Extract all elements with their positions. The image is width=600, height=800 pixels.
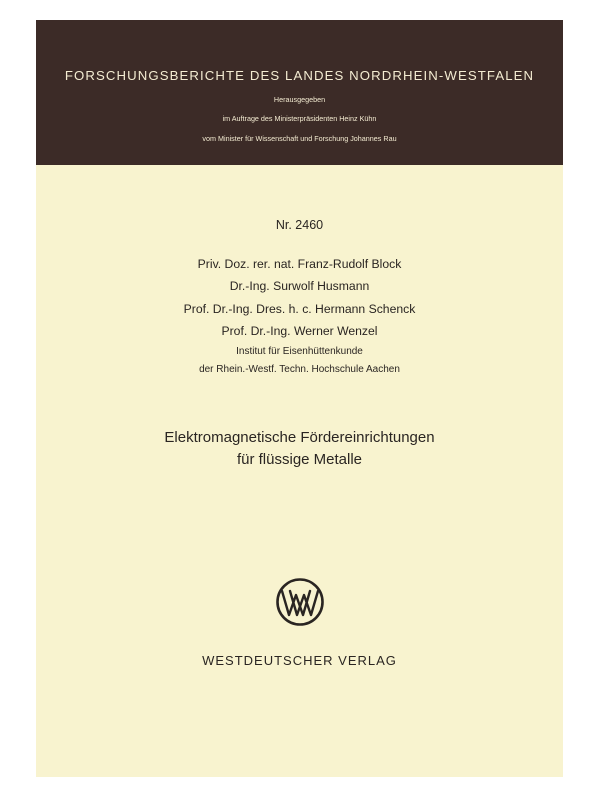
author-3: Prof. Dr.-Ing. Dres. h. c. Hermann Schenck <box>183 302 416 316</box>
author-4: Prof. Dr.-Ing. Werner Wenzel <box>221 324 378 338</box>
header-band <box>36 20 563 165</box>
institute-line-2: der Rhein.-Westf. Techn. Hochschule Aachen <box>199 364 400 375</box>
author-1: Priv. Doz. rer. nat. Franz-Rudolf Block <box>197 257 402 271</box>
book-title-line-2: für flüssige Metalle <box>236 451 363 468</box>
book-cover <box>36 20 563 777</box>
publisher-name: WESTDEUTSCHER VERLAG <box>202 653 397 668</box>
author-2: Dr.-Ing. Surwolf Husmann <box>229 279 370 293</box>
report-number: Nr. 2460 <box>275 218 324 232</box>
institute-line-1: Institut für Eisenhüttenkunde <box>236 346 363 357</box>
book-title-line-1: Elektromagnetische Fördereinrichtungen <box>164 429 435 446</box>
publisher-logo-icon <box>275 577 325 627</box>
series-title: FORSCHUNGSBERICHTE DES LANDES NORDRHEIN-WESTFALEN <box>64 68 535 83</box>
editor-line-1: Herausgegeben <box>273 95 326 104</box>
editor-line-2: im Auftrage des Ministerpräsidenten Heinz Kühn <box>222 114 377 123</box>
editor-line-3: vom Minister für Wissenschaft und Forschung Johannes Rau <box>202 134 397 143</box>
